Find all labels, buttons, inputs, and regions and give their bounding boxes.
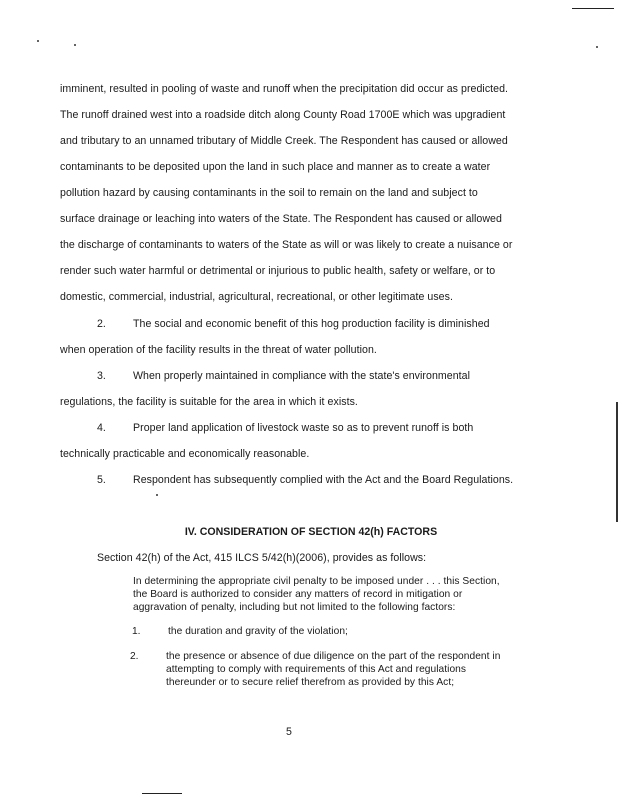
item-number: 5. <box>97 474 106 486</box>
scan-speck <box>37 40 39 42</box>
factor-text: thereunder or to secure relief therefrom as provided by this Act; <box>166 677 455 688</box>
section-intro: Section 42(h) of the Act, 415 ILCS 5/42(h)(2006), provides as follows: <box>97 552 427 564</box>
section-heading: IV. CONSIDERATION OF SECTION 42(h) FACTORS <box>184 526 438 538</box>
item-text: The social and economic benefit of this hog production facility is diminished <box>133 318 490 330</box>
item-number: 4. <box>97 422 106 434</box>
quote-line: aggravation of penalty, including but not limited to the following factors: <box>133 602 456 613</box>
body-line: render such water harmful or detrimental or injurious to public health, safety or welfare, or to <box>60 265 496 277</box>
scan-speck <box>74 44 76 46</box>
scan-mark-top-right <box>572 8 614 9</box>
body-line: The runoff drained west into a roadside ditch along County Road 1700E which was upgradient <box>60 109 506 121</box>
scan-mark-bottom <box>142 793 182 794</box>
body-line: surface drainage or leaching into waters of the State. The Respondent has caused or allowed <box>60 213 502 225</box>
factor-text: the presence or absence of due diligence on the part of the respondent in <box>166 651 501 662</box>
body-line: pollution hazard by causing contaminants in the soil to remain on the land and subject to <box>60 187 478 199</box>
factor-number: 2. <box>130 651 139 662</box>
scan-speck <box>156 494 158 496</box>
item-text: when operation of the facility results in the threat of water pollution. <box>60 344 377 356</box>
item-number: 3. <box>97 370 106 382</box>
factor-text: attempting to comply with requirements of this Act and regulations <box>166 664 467 675</box>
factor-number: 1. <box>132 626 141 637</box>
scan-speck <box>596 46 598 48</box>
body-line: imminent, resulted in pooling of waste and runoff when the precipitation did occur as predicted. <box>60 83 509 95</box>
body-line: domestic, commercial, industrial, agricultural, recreational, or other legitimate uses. <box>60 291 453 303</box>
body-line: the discharge of contaminants to waters of the State as will or was likely to create a nuisance or <box>60 239 513 251</box>
item-text: technically practicable and economically reasonable. <box>60 448 310 460</box>
item-text: Proper land application of livestock waste so as to prevent runoff is both <box>133 422 474 434</box>
quote-line: the Board is authorized to consider any matters of record in mitigation or <box>133 589 463 600</box>
factor-text: the duration and gravity of the violation; <box>168 626 348 637</box>
item-text: When properly maintained in compliance with the state's environmental <box>133 370 470 382</box>
quote-line: In determining the appropriate civil penalty to be imposed under . . . this Section, <box>133 576 500 587</box>
page-number: 5 <box>286 726 292 738</box>
item-text: regulations, the facility is suitable for the area in which it exists. <box>60 396 358 408</box>
body-line: contaminants to be deposited upon the land in such place and manner as to create a water <box>60 161 491 173</box>
scan-edge-mark <box>616 402 618 522</box>
body-line: and tributary to an unnamed tributary of Middle Creek. The Respondent has caused or allowed <box>60 135 508 147</box>
item-number: 2. <box>97 318 106 330</box>
item-text: Respondent has subsequently complied with the Act and the Board Regulations. <box>133 474 514 486</box>
